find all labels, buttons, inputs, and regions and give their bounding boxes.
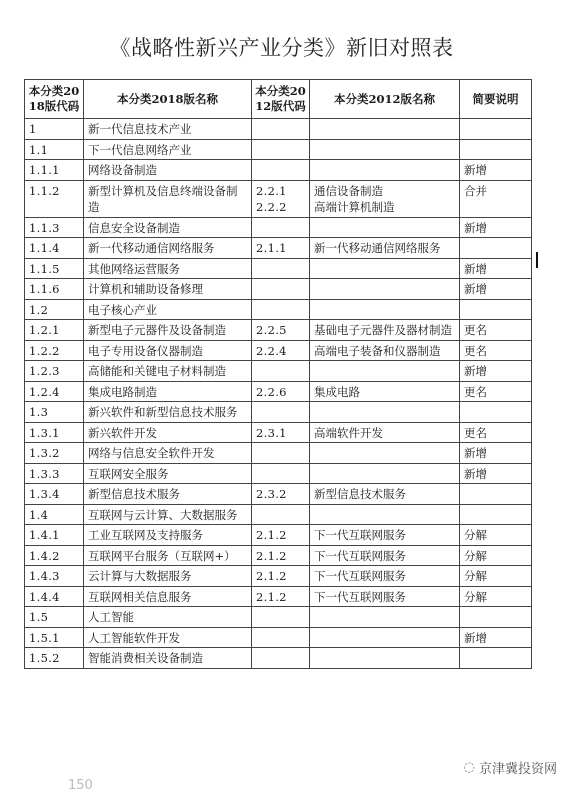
cell-2018-code: 1.1.5 — [25, 258, 84, 279]
table-row — [25, 258, 532, 279]
cell-2012-code — [252, 648, 310, 669]
cell-2018-name: 集成电路制造 — [84, 381, 252, 402]
comparison-table — [24, 79, 532, 669]
cell-2018-code: 1.2 — [25, 299, 84, 320]
cell-2018-code: 1.5 — [25, 607, 84, 628]
document-title: 《战略性新兴产业分类》新旧对照表 — [109, 36, 454, 60]
cell-2012-name: 新型信息技术服务 — [310, 484, 460, 505]
cell-2018-code: 1.4.4 — [25, 586, 84, 607]
cell-2018-code: 1.2.4 — [25, 381, 84, 402]
cell-2018-code: 1.1.6 — [25, 279, 84, 300]
cell-2012-name: 集成电路 — [310, 381, 460, 402]
cell-2012-code: 2.3.2 — [252, 484, 310, 505]
table-row — [25, 422, 532, 443]
cell-2018-name: 网络与信息安全软件开发 — [84, 443, 252, 464]
cell-2018-code: 1.3.2 — [25, 443, 84, 464]
cell-note: 新增 — [460, 258, 532, 279]
scroll-mark — [536, 252, 538, 268]
cell-2012-name — [310, 160, 460, 181]
cell-2012-code — [252, 443, 310, 464]
table-row — [25, 586, 532, 607]
cell-2018-code: 1.1.1 — [25, 160, 84, 181]
cell-2018-name: 人工智能软件开发 — [84, 627, 252, 648]
cell-2018-name: 新一代移动通信网络服务 — [84, 238, 252, 259]
cell-2018-code: 1.2.3 — [25, 361, 84, 382]
cell-2018-code: 1.1.2 — [25, 180, 84, 217]
table-body — [25, 119, 532, 669]
cell-note: 新增 — [460, 463, 532, 484]
cell-2012-name: 下一代互联网服务 — [310, 525, 460, 546]
cell-2018-name: 工业互联网及支持服务 — [84, 525, 252, 546]
table-row — [25, 320, 532, 341]
cell-2018-name: 信息安全设备制造 — [84, 217, 252, 238]
cell-2018-name: 智能消费相关设备制造 — [84, 648, 252, 669]
cell-2018-name: 高储能和关键电子材料制造 — [84, 361, 252, 382]
cell-2018-code: 1.4 — [25, 504, 84, 525]
table-row — [25, 566, 532, 587]
cell-2012-name — [310, 607, 460, 628]
cell-2012-code: 2.1.1 — [252, 238, 310, 259]
cell-2012-code — [252, 463, 310, 484]
header-2018-code: 本分类2018版代码 — [25, 80, 84, 119]
cell-2018-code: 1.2.2 — [25, 340, 84, 361]
table-row — [25, 484, 532, 505]
cell-2012-name: 下一代互联网服务 — [310, 586, 460, 607]
cell-2018-code: 1.3 — [25, 402, 84, 423]
cell-2012-name — [310, 648, 460, 669]
table-row — [25, 402, 532, 423]
cell-2012-name: 通信设备制造 高端计算机制造 — [310, 180, 460, 217]
cell-2018-name: 网络设备制造 — [84, 160, 252, 181]
cell-2012-code: 2.2.4 — [252, 340, 310, 361]
cell-2012-name: 高端电子装备和仪器制造 — [310, 340, 460, 361]
table-row — [25, 279, 532, 300]
cell-2012-code — [252, 119, 310, 140]
cell-note: 更名 — [460, 422, 532, 443]
cell-note: 更名 — [460, 340, 532, 361]
table-row — [25, 160, 532, 181]
cell-note — [460, 238, 532, 259]
cell-2012-name: 下一代互联网服务 — [310, 545, 460, 566]
cell-2018-code: 1.1 — [25, 139, 84, 160]
cell-2018-name: 其他网络运营服务 — [84, 258, 252, 279]
cell-2018-code: 1.1.3 — [25, 217, 84, 238]
header-2012-name: 本分类2012版名称 — [310, 80, 460, 119]
table-row — [25, 381, 532, 402]
cell-2018-code: 1.2.1 — [25, 320, 84, 341]
cell-2012-code — [252, 607, 310, 628]
cell-2012-code: 2.1.2 — [252, 545, 310, 566]
cell-note: 分解 — [460, 545, 532, 566]
cell-2012-name — [310, 443, 460, 464]
cell-note: 新增 — [460, 627, 532, 648]
table-row — [25, 119, 532, 140]
cell-2018-name: 云计算与大数据服务 — [84, 566, 252, 587]
table-row — [25, 139, 532, 160]
table-row — [25, 217, 532, 238]
cell-note: 新增 — [460, 443, 532, 464]
cell-2018-name: 新型信息技术服务 — [84, 484, 252, 505]
table-row — [25, 340, 532, 361]
page-number: 150 — [68, 778, 93, 793]
cell-2012-name — [310, 279, 460, 300]
cell-2012-code — [252, 217, 310, 238]
cell-2012-name — [310, 217, 460, 238]
cell-2012-code: 2.1.2 — [252, 586, 310, 607]
header-note: 简要说明 — [460, 80, 532, 119]
cell-note — [460, 402, 532, 423]
cell-note — [460, 648, 532, 669]
cell-2018-code: 1.5.1 — [25, 627, 84, 648]
cell-2012-name — [310, 258, 460, 279]
cell-2012-code: 2.1.2 — [252, 566, 310, 587]
cell-2018-name: 新型电子元器件及设备制造 — [84, 320, 252, 341]
cell-2012-code — [252, 160, 310, 181]
cell-note — [460, 119, 532, 140]
cell-2012-code: 2.1.2 — [252, 525, 310, 546]
cell-2012-code — [252, 361, 310, 382]
table-row — [25, 545, 532, 566]
header-2018-name: 本分类2018版名称 — [84, 80, 252, 119]
table-row — [25, 463, 532, 484]
cell-note: 分解 — [460, 525, 532, 546]
table-row — [25, 525, 532, 546]
cell-note — [460, 139, 532, 160]
cell-2012-code — [252, 402, 310, 423]
cell-2018-name: 人工智能 — [84, 607, 252, 628]
cell-2018-name: 互联网安全服务 — [84, 463, 252, 484]
cell-2018-code: 1.3.4 — [25, 484, 84, 505]
cell-2018-code: 1.4.1 — [25, 525, 84, 546]
table-row — [25, 238, 532, 259]
cell-2012-name — [310, 361, 460, 382]
table-header-row — [25, 80, 532, 119]
header-2012-code: 本分类2012版代码 — [252, 80, 310, 119]
cell-2018-name: 计算机和辅助设备修理 — [84, 279, 252, 300]
cell-note: 新增 — [460, 361, 532, 382]
cell-2012-name: 新一代移动通信网络服务 — [310, 238, 460, 259]
cell-2012-code: 2.2.6 — [252, 381, 310, 402]
cell-2018-code: 1 — [25, 119, 84, 140]
cell-note — [460, 299, 532, 320]
cell-note: 分解 — [460, 586, 532, 607]
table-row — [25, 443, 532, 464]
cell-2012-code — [252, 139, 310, 160]
cell-2018-name: 互联网与云计算、大数据服务 — [84, 504, 252, 525]
cell-2012-name — [310, 139, 460, 160]
cell-note — [460, 484, 532, 505]
cell-2012-name: 下一代互联网服务 — [310, 566, 460, 587]
cell-2018-name: 电子核心产业 — [84, 299, 252, 320]
cell-2018-name: 下一代信息网络产业 — [84, 139, 252, 160]
cell-note: 更名 — [460, 320, 532, 341]
cell-note — [460, 607, 532, 628]
cell-2012-code: 2.2.1 2.2.2 — [252, 180, 310, 217]
cell-2012-name — [310, 627, 460, 648]
cell-note: 新增 — [460, 217, 532, 238]
table-row — [25, 607, 532, 628]
cell-2012-name — [310, 119, 460, 140]
wechat-icon: ◌ — [463, 760, 475, 775]
cell-2018-name: 新型计算机及信息终端设备制造 — [84, 180, 252, 217]
cell-note: 更名 — [460, 381, 532, 402]
cell-2018-name: 新一代信息技术产业 — [84, 119, 252, 140]
cell-2018-name: 互联网相关信息服务 — [84, 586, 252, 607]
cell-2012-code — [252, 279, 310, 300]
cell-2018-code: 1.4.2 — [25, 545, 84, 566]
cell-2012-name — [310, 402, 460, 423]
table-row — [25, 299, 532, 320]
cell-note: 合并 — [460, 180, 532, 217]
cell-2012-name — [310, 299, 460, 320]
cell-2012-name — [310, 463, 460, 484]
cell-2012-code — [252, 627, 310, 648]
watermark-text: 京津冀投资网 — [478, 762, 557, 777]
cell-2012-name: 基础电子元器件及器材制造 — [310, 320, 460, 341]
cell-2012-code — [252, 299, 310, 320]
table-row — [25, 180, 532, 217]
cell-2012-code — [252, 504, 310, 525]
cell-2018-name: 新兴软件开发 — [84, 422, 252, 443]
cell-2012-code — [252, 258, 310, 279]
cell-note: 分解 — [460, 566, 532, 587]
table-row — [25, 361, 532, 382]
watermark — [464, 758, 557, 777]
cell-2018-code: 1.1.4 — [25, 238, 84, 259]
cell-2018-code: 1.5.2 — [25, 648, 84, 669]
table-row — [25, 627, 532, 648]
cell-2018-code: 1.4.3 — [25, 566, 84, 587]
table-row — [25, 504, 532, 525]
cell-2012-name — [310, 504, 460, 525]
table-row — [25, 648, 532, 669]
cell-2018-name: 电子专用设备仪器制造 — [84, 340, 252, 361]
cell-note: 新增 — [460, 160, 532, 181]
cell-2018-name: 新兴软件和新型信息技术服务 — [84, 402, 252, 423]
cell-2018-name: 互联网平台服务（互联网+） — [84, 545, 252, 566]
cell-2012-code: 2.3.1 — [252, 422, 310, 443]
cell-note — [460, 504, 532, 525]
cell-2012-name: 高端软件开发 — [310, 422, 460, 443]
cell-2018-code: 1.3.1 — [25, 422, 84, 443]
cell-note: 新增 — [460, 279, 532, 300]
cell-2018-code: 1.3.3 — [25, 463, 84, 484]
cell-2012-code: 2.2.5 — [252, 320, 310, 341]
